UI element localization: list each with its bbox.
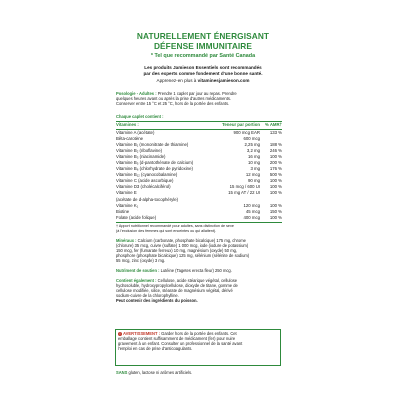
vitamin-name: (acétate de d-alpha-tocophéryle): [116, 196, 179, 202]
warning-line2: emballage contient suffisamment de médicament (fer) pour nuire: [118, 336, 236, 341]
vitamin-pct: 100 %: [269, 184, 282, 190]
vitamin-pct: 100 %: [269, 178, 282, 184]
intro-line2: par des experts comme fondement d'une bonne santé.: [143, 71, 263, 76]
vitamin-pct: 188 %: [269, 142, 282, 148]
vitamin-amount: 15 mg AT / 22 UI: [228, 190, 260, 196]
vitamin-name: Vitamine D3 (cholécalciférol): [116, 184, 171, 190]
vitamin-name: Vitamine B₂ (riboflavine): [116, 148, 163, 154]
vitamin-pct: 500 %: [269, 172, 282, 178]
minerals-label: Minéraux :: [116, 238, 137, 243]
sans-text: gluten, lactose ni arômes artificiels.: [127, 370, 193, 375]
warning-icon: !: [119, 331, 121, 336]
vitamin-amount: 120 mcg: [243, 202, 260, 208]
vitamin-name: Vitamine B₁ (mononitrate de thiamine): [116, 142, 189, 148]
headline-line2: DÉFENSE IMMUNITAIRE: [153, 41, 253, 51]
vitamin-amount: 16 mg: [248, 154, 260, 160]
vitamin-amount: 10 mg: [248, 160, 260, 166]
vitamin-amount: 900 mcg EAR: [233, 130, 260, 135]
minerals-line3: 150 mcg, fer (fumarate ferreux) 10 mg, magnésium (oxyde) 50 mg,: [116, 248, 238, 253]
footnote-line2: (à l'exclusion des femmes qui sont enceintes ou qui allaitent).: [116, 228, 217, 233]
also-text1: Cellulose, acide stéarique végétal, cellulose: [156, 278, 238, 283]
also-label: Contient également :: [116, 278, 157, 283]
footnote-line1: † Apport nutritionnel recommandé pour adultes, sans distinction de sexe: [116, 224, 234, 228]
vitamin-pct: 100 %: [269, 202, 282, 208]
vitamin-name: Vitamine B₃ (niacinamide): [116, 154, 166, 160]
vitamin-pct: 246 %: [269, 148, 282, 154]
vitamin-name: Vitamine B₅ (d-pantothénate de calcium): [116, 160, 194, 166]
table-bottom-rule: [116, 222, 282, 223]
vitamin-pct: 100 %: [269, 214, 282, 220]
also-line4: sodium-cuivre de la chlorophylline.: [116, 293, 179, 298]
vitamin-pct: 200 %: [269, 160, 282, 166]
warning-line3: gravement à un enfant. Consulter un professionnel de la santé avant: [118, 341, 243, 346]
dosage-text1: Prendre 1 caplet par jour au repas. Prendre: [156, 91, 237, 96]
vitamin-amount: 15 mcg / 600 UI: [229, 184, 260, 190]
learn-more-prefix: Apprenez-en plus à: [156, 78, 198, 83]
vitamin-pct: 150 %: [269, 208, 282, 214]
vitamin-name: Vitamine C (acide ascorbique): [116, 178, 174, 184]
vitamin-name: Vitamine B₁₂ (cyanocobalamine): [116, 172, 178, 178]
support-text: Lutéine (Tagetes erecta fleur) 250 mcg.: [159, 268, 232, 273]
caplet-heading: Chaque caplet contient :: [116, 114, 164, 119]
header-vitamins: Vitamines :: [116, 122, 139, 127]
vitamin-name: Vitamine A (acétate): [116, 130, 155, 135]
dosage-line3: Conserver entre 15 °C et 25 °C, hors de la portée des enfants.: [116, 101, 230, 106]
vitamin-row: [116, 214, 282, 221]
sans-label: SANS: [116, 370, 128, 375]
vitamin-name: Bêta-carotène: [116, 136, 143, 142]
minerals-line5: 55 mcg, zinc (oxyde) 3 mg.: [116, 258, 166, 263]
vitamin-amount: 45 mcg: [245, 208, 260, 214]
learn-more-line: [103, 78, 303, 84]
vitamin-pct: 176 %: [269, 166, 282, 172]
minerals-text1: Calcium (carbonate, phosphate bicalcique) 175 mg, chrome: [136, 238, 246, 243]
poison-note: Peut contenir des ingrédients du poisson.: [116, 298, 198, 303]
warning-text1: Garder hors de la portée des enfants. Cet: [160, 331, 237, 336]
intro-line1: Les produits Jamieson Essentiels sont recommandés: [144, 65, 262, 70]
vitamin-name: Vitamine E: [116, 190, 137, 196]
support-line: [116, 268, 286, 273]
vitamin-amount: 2,25 mg: [244, 142, 260, 148]
vitamin-amount: 3 mg: [250, 166, 260, 172]
sans-line: [116, 370, 286, 375]
minerals-line4: phosphore (phosphate bicalcique) 125 mg, sélénium (sélénite de sodium): [116, 253, 250, 258]
header-amount: Teneur par portion: [222, 122, 260, 127]
header-pct: % AMR†: [264, 122, 282, 127]
vitamin-table: [116, 130, 282, 221]
vitamin-amount: 600 mcg: [243, 136, 260, 142]
warning-line4: l'emploi en cas de prise d'anticoagulants.: [118, 346, 193, 351]
tagline: * Tel que recommandé par Santé Canada: [150, 53, 256, 59]
vitamin-amount: 90 mg: [248, 178, 260, 184]
minerals-line2: (chlorure) 35 mcg, cuivre (sulfate) 1 000 mcg, iode (iodure de potassium): [116, 243, 249, 248]
also-line3: cellulose modifiée, silice, stéarate de magnésium végétal, dérivé: [116, 288, 233, 293]
vitamin-name: Vitamine K₁: [116, 202, 139, 208]
vitamin-name: Folate (acide folique): [116, 214, 157, 220]
vitamin-name: Biotine: [116, 208, 130, 214]
headline-line1: NATURELLEMENT ÉNERGISANT: [136, 31, 270, 41]
dosage-label: Posologie - Adultes :: [116, 91, 157, 96]
vitamin-pct: 133 %: [269, 130, 282, 135]
vitamin-name: Vitamine B₆ (chlorhydrate de pyridoxine): [116, 166, 193, 172]
vitamin-pct: 100 %: [269, 154, 282, 160]
vitamin-amount: 3,2 mg: [246, 148, 260, 154]
also-line2: hydrosoluble, hydroxypropylcellulose, dioxyde de titane, gomme de: [116, 283, 238, 288]
website-link: vitaminesjamieson.com: [197, 78, 250, 83]
vitamin-amount: 12 mcg: [245, 172, 260, 178]
vitamin-amount: 400 mcg: [243, 214, 260, 220]
vitamin-pct: 100 %: [269, 190, 282, 196]
warning-label: AVERTISSEMENT :: [123, 331, 160, 336]
support-label: Nutriment de soutien :: [116, 268, 160, 273]
dosage-line2: quelques heures avant ou après la prise d'autres médicaments.: [116, 96, 232, 101]
